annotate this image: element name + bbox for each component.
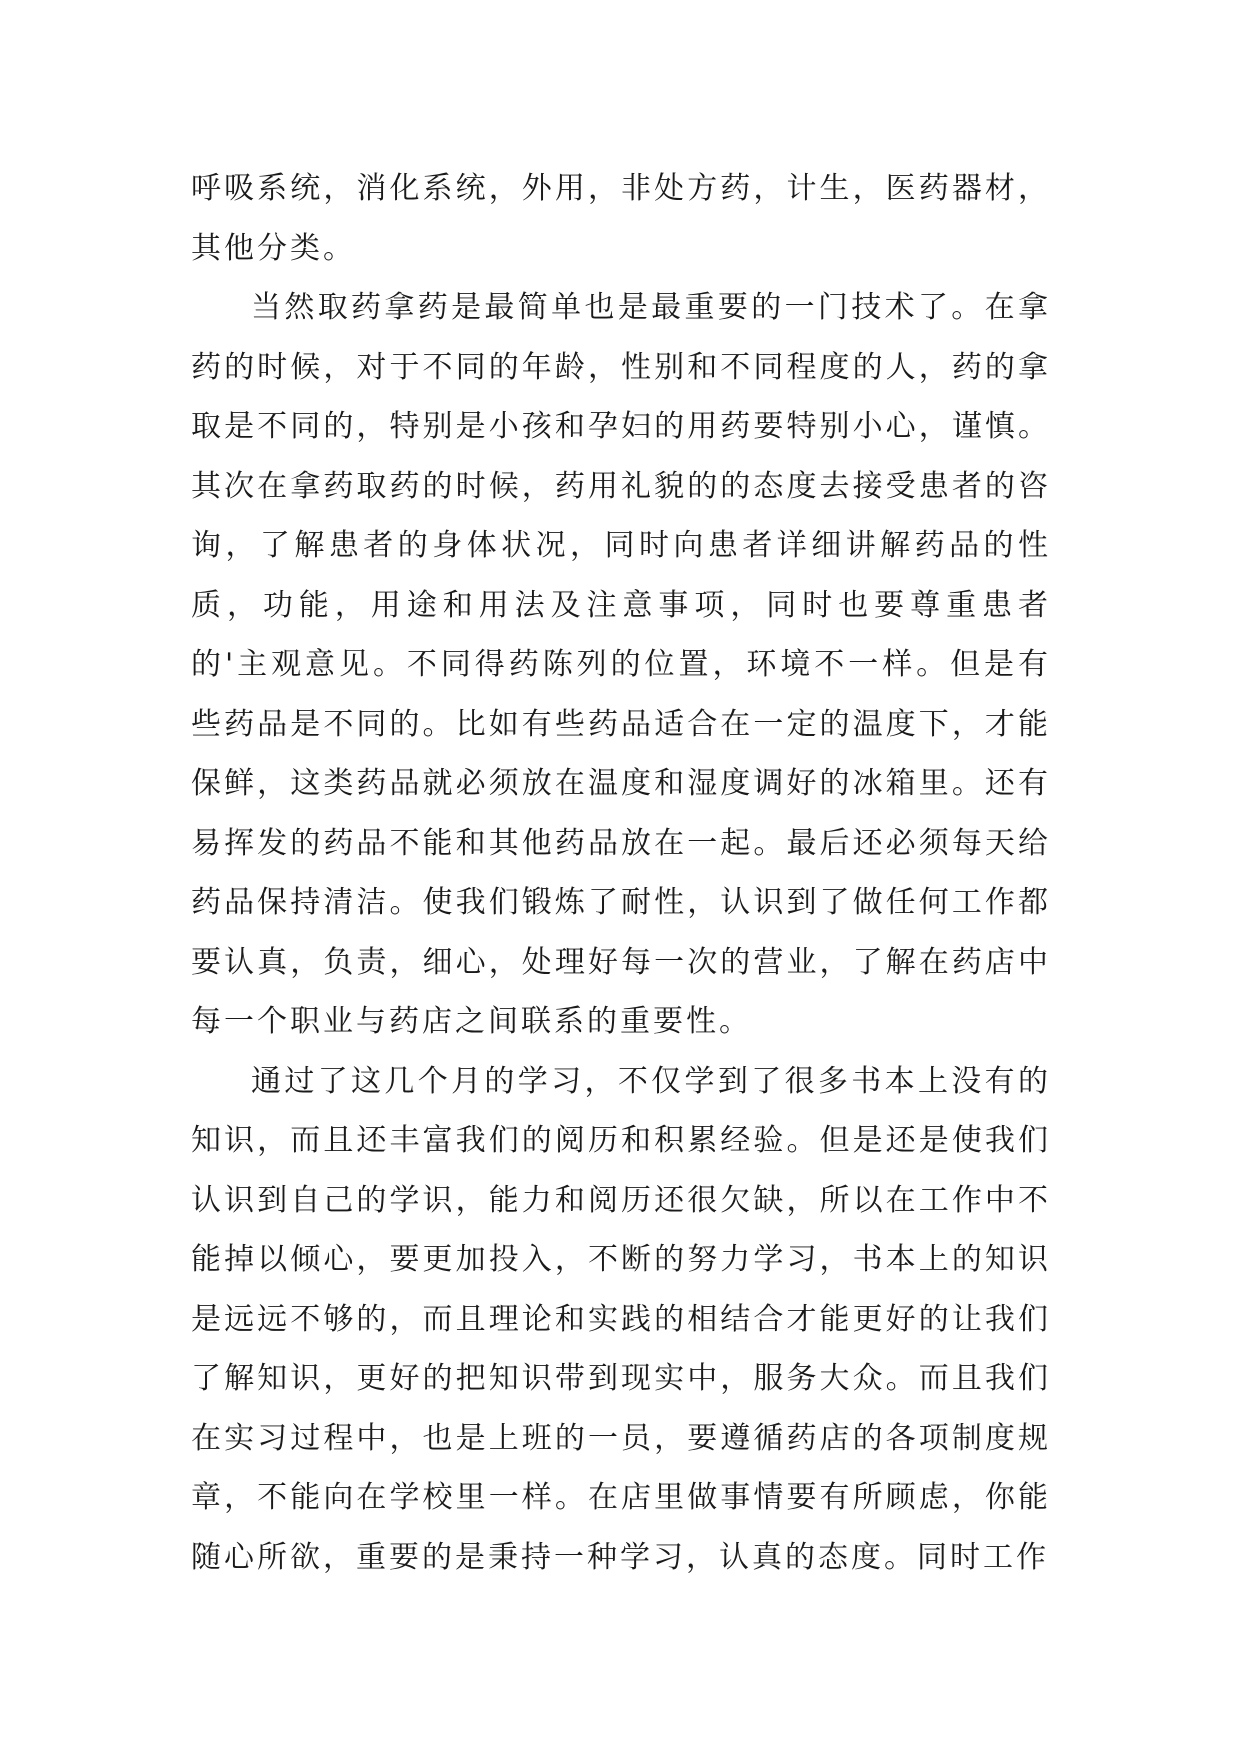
- paragraph-2: 当然取药拿药是最简单也是最重要的一门技术了。在拿药的时候，对于不同的年龄，性别和不同程度的人，药的拿取是不同的，特别是小孩和孕妇的用药要特别小心，谨慎。其次在拿药取药的时候，药用礼貌的的态度去接受患者的咨询，了解患者的身体状况，同时向患者详细讲解药品的性质，功能，用途和用法及注意事项，同时也要尊重患者的'主观意见。不同得药陈列的位置，环境不一样。但是有些药品是不同的。比如有些药品适合在一定的温度下，才能保鲜，这类药品就必须放在温度和湿度调好的冰箱里。还有易挥发的药品不能和其他药品放在一起。最后还必须每天给药品保持清洁。使我们锻炼了耐性，认识到了做任何工作都要认真，负责，细心，处理好每一次的营业，了解在药店中每一个职业与药店之间联系的重要性。: [191, 290, 1051, 1039]
- document-page: [191, 159, 1051, 1587]
- paragraph-3: 通过了这几个月的学习，不仅学到了很多书本上没有的知识，而且还丰富我们的阅历和积累经验。但是还是使我们认识到自己的学识，能力和阅历还很欠缺，所以在工作中不能掉以倾心，要更加投入，不断的努力学习，书本上的知识是远远不够的，而且理论和实践的相结合才能更好的让我们了解知识，更好的把知识带到现实中，服务大众。而且我们在实习过程中，也是上班的一员，要遵循药店的各项制度规章，不能向在学校里一样。在店里做事情要有所顾虑，你能随心所欲，重要的是秉持一种学习，认真的态度。同时工作: [191, 1063, 1051, 1575]
- paragraph-1: 呼吸系统，消化系统，外用，非处方药，计生，医药器材，其他分类。: [191, 171, 1051, 266]
